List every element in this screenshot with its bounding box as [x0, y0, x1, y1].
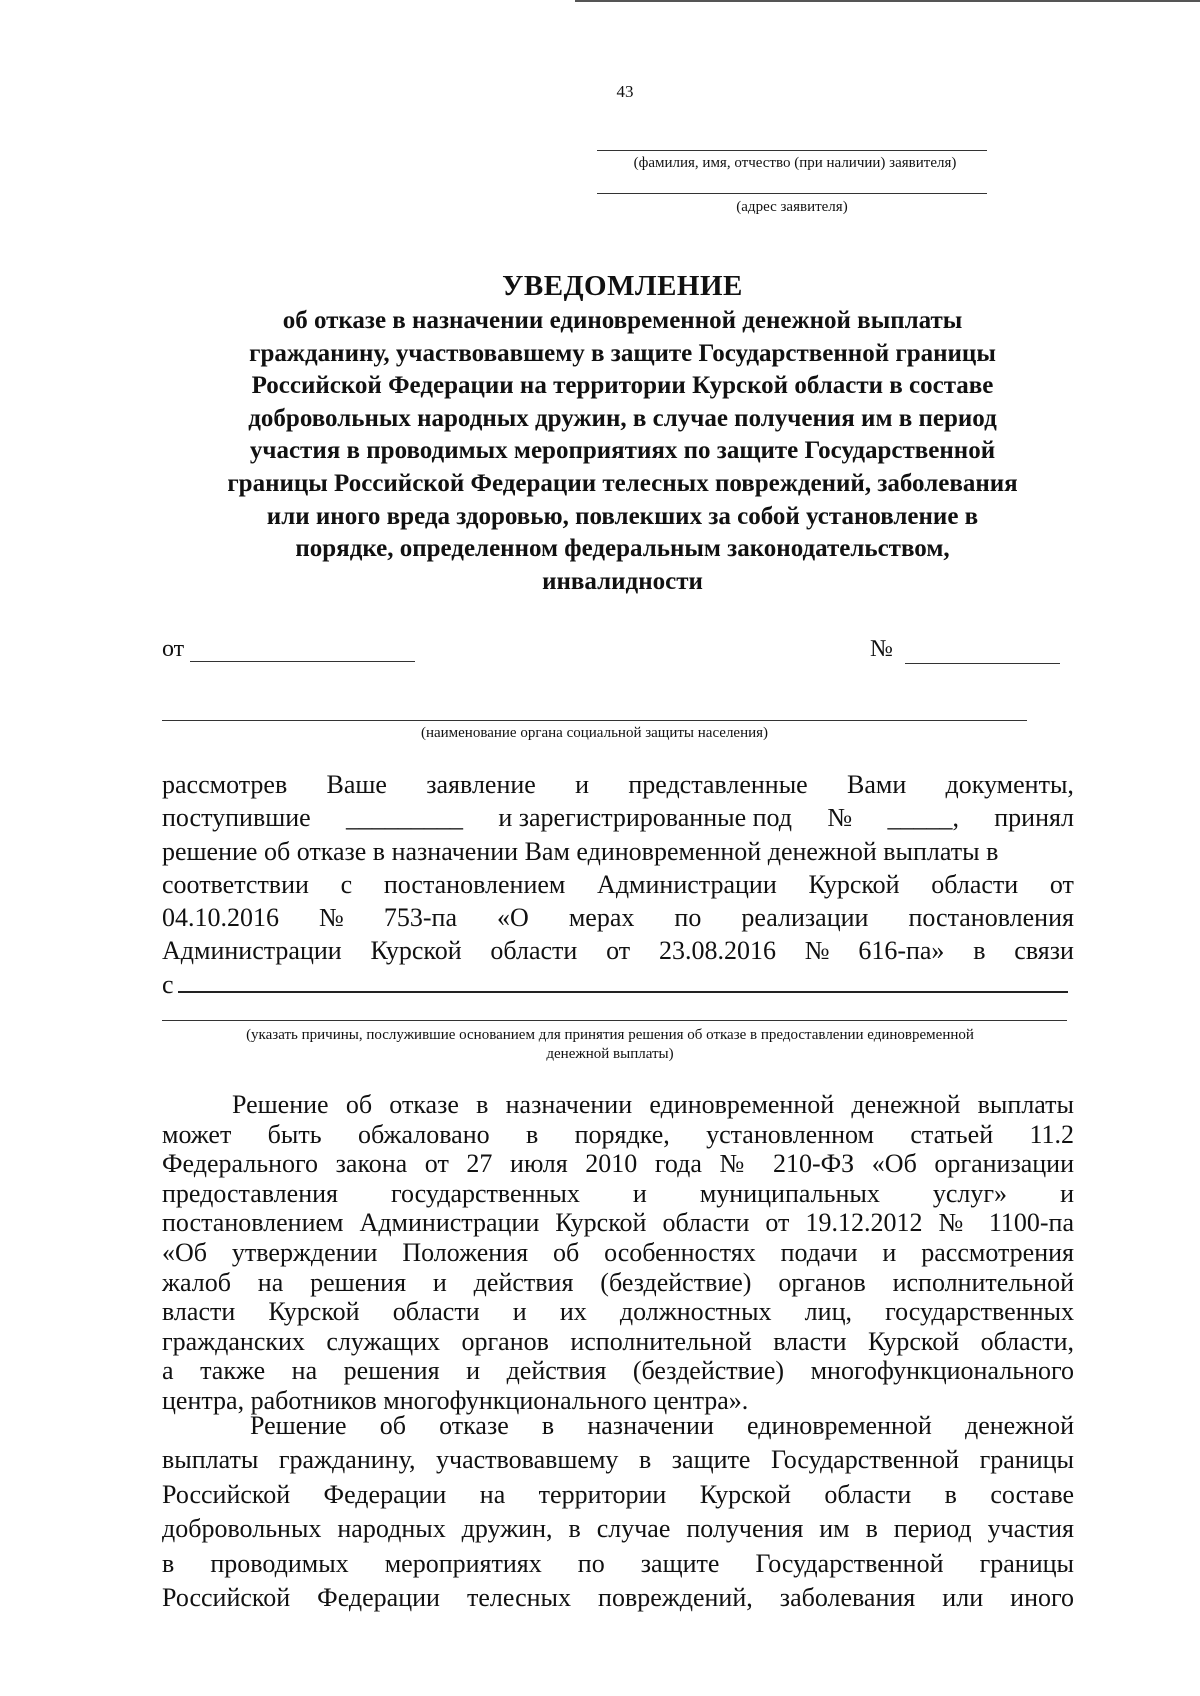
- second-paragraph: [162, 1409, 1074, 1615]
- applicant-name-line: [597, 150, 987, 151]
- paragraph-line: Российской Федерации телесных повреждений, заболевания или иного: [162, 1583, 1074, 1613]
- reason-field-line: [178, 991, 1068, 993]
- subtitle-line: добровольных народных дружин, в случае получения им в период: [248, 404, 997, 432]
- subtitle-line: границы Российской Федерации телесных повреждений, заболевания: [227, 469, 1018, 497]
- applicant-address-line: [597, 193, 987, 194]
- decision-paragraph: [162, 768, 1074, 1001]
- paragraph-line: Российской Федерации на территории Курской области в составе: [162, 1479, 1074, 1509]
- date-field-line: [190, 661, 415, 662]
- subtitle-line: Российской Федерации на территории Курской области в составе: [251, 372, 994, 400]
- paragraph-line: выплаты гражданину, участвовавшему в защите Государственной границы: [162, 1445, 1074, 1475]
- subtitle-line: или иного вреда здоровью, повлекших за собой установление в: [266, 502, 979, 530]
- paragraph-line: постановлением Администрации Курской области от 19.12.2012 № 1100-па: [162, 1208, 1074, 1238]
- paragraph-line: поступившие _________ и зарегистрированные под № _____, принял: [162, 803, 1074, 833]
- authority-line: [162, 720, 1027, 721]
- date-label: от: [162, 636, 185, 662]
- paragraph-line: добровольных народных дружин, в случае получения им в период участия: [162, 1514, 1074, 1544]
- reason-caption-line: денежной выплаты): [546, 1046, 674, 1062]
- paragraph-line: может быть обжаловано в порядке, установленном статьей 11.2: [162, 1119, 1074, 1149]
- applicant-address-caption: (адрес заявителя): [736, 199, 848, 215]
- paragraph-line: Федерального закона от 27 июля 2010 года № 210-ФЗ «Об организации: [162, 1149, 1074, 1179]
- paragraph-line: 04.10.2016 № 753-па «О мерах по реализации постановления: [162, 903, 1074, 933]
- paragraph-line: власти Курской области и их должностных лиц, государственных: [162, 1297, 1074, 1327]
- paragraph-line: центра, работников многофункционального центра».: [162, 1385, 749, 1415]
- paragraph-line: соответствии с постановлением Администрации Курской области от: [162, 869, 1074, 899]
- reason-caption: [160, 1026, 1060, 1064]
- subtitle-line: гражданину, участвовавшему в защите Государственной границы: [249, 339, 996, 367]
- paragraph-line: «Об утверждении Положения об особенностях подачи и рассмотрения: [162, 1237, 1074, 1267]
- paragraph-line: с: [162, 969, 174, 999]
- applicant-name-caption: (фамилия, имя, отчество (при наличии) заявителя): [633, 155, 957, 171]
- document-title: УВЕДОМЛЕНИЕ: [502, 270, 743, 302]
- subtitle-line: инвалидности: [542, 567, 703, 595]
- page-number: 43: [616, 82, 634, 101]
- appeal-paragraph: [162, 1090, 1074, 1416]
- paragraph-line: а также на решения и действия (бездействие) многофункционального: [162, 1356, 1074, 1386]
- document-subtitle: [160, 305, 1085, 598]
- paragraph-line: предоставления государственных и муниципальных услуг» и: [162, 1178, 1074, 1208]
- paragraph-line: в проводимых мероприятиях по защите Государственной границы: [162, 1548, 1074, 1578]
- number-field-line: [905, 663, 1060, 664]
- reason-caption-line: (указать причины, послужившие основанием для принятия решения об отказе в предоставлении единовременной: [246, 1027, 974, 1043]
- page-top-rule: [575, 0, 1200, 2]
- paragraph-line: Администрации Курской области от 23.08.2016 № 616-па» в связи: [162, 936, 1074, 966]
- paragraph-line: гражданских служащих органов исполнительной власти Курской области,: [162, 1326, 1074, 1356]
- paragraph-line: Решение об отказе в назначении единовременной денежной выплаты: [232, 1090, 1074, 1119]
- paragraph-line: Решение об отказе в назначении единовременной денежной: [250, 1411, 1074, 1440]
- authority-caption: (наименование органа социальной защиты населения): [420, 725, 769, 741]
- subtitle-line: участия в проводимых мероприятиях по защите Государственной: [249, 437, 996, 465]
- reason-field-line-2: [162, 1020, 1067, 1021]
- subtitle-line: об отказе в назначении единовременной денежной выплаты: [282, 307, 963, 334]
- paragraph-line: жалоб на решения и действия (бездействие) органов исполнительной: [162, 1267, 1074, 1297]
- paragraph-line: рассмотрев Ваше заявление и представленные Вами документы,: [162, 770, 1074, 799]
- subtitle-line: порядке, определенном федеральным законодательством,: [295, 535, 950, 563]
- number-label: №: [870, 636, 893, 662]
- paragraph-line: решение об отказе в назначении Вам единовременной денежной выплаты в: [162, 836, 999, 866]
